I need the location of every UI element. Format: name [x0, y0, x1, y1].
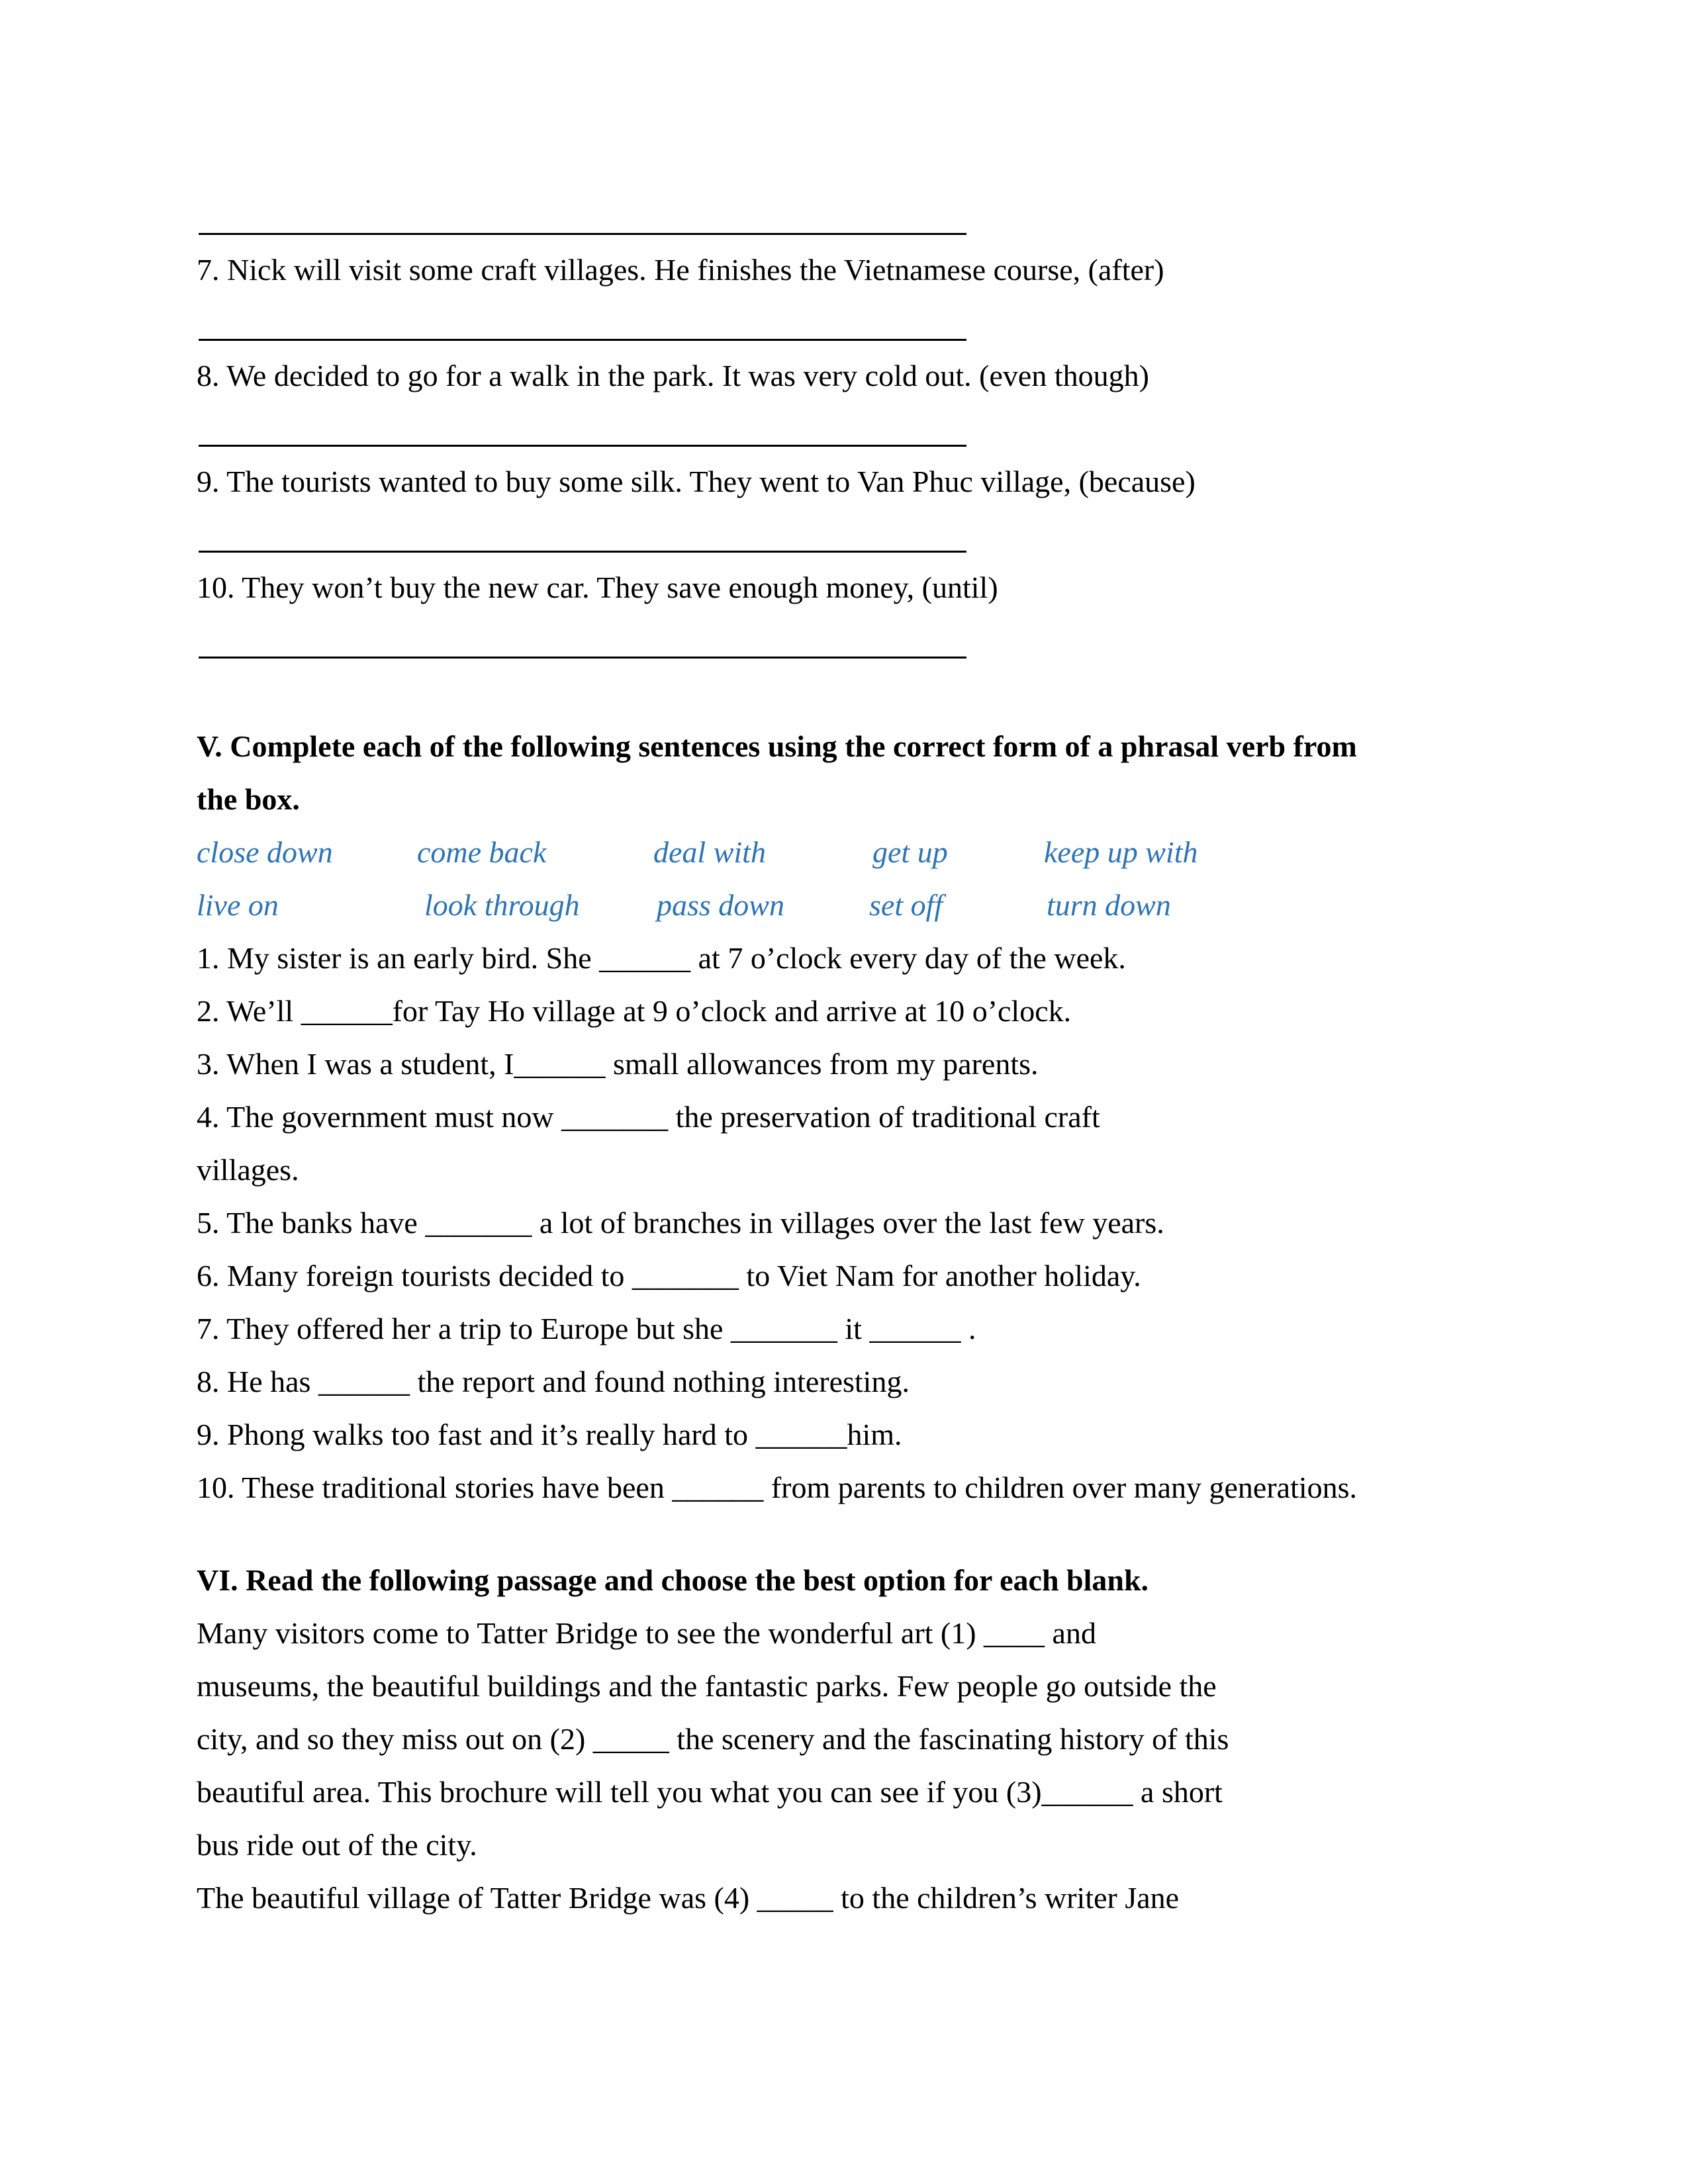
answer-line — [199, 233, 966, 235]
passage-line: bus ride out of the city. — [197, 1828, 477, 1862]
section-vi-heading: VI. Read the following passage and choose the best option for each blank. — [197, 1563, 1149, 1597]
word-live-on: live on — [197, 888, 279, 922]
rewrite-item-9: 9. The tourists wanted to buy some silk. They went to Van Phuc village, (because) — [197, 465, 1196, 498]
passage-line: The beautiful village of Tatter Bridge was (4) _____ to the children’s writer Jane — [197, 1881, 1180, 1915]
rewrite-item-10: 10. They won’t buy the new car. They save enough money, (until) — [197, 570, 998, 604]
exercise-item: 2. We’ll ______for Tay Ho village at 9 o’clock and arrive at 10 o’clock. — [197, 994, 1072, 1028]
word-deal-with: deal with — [653, 835, 766, 869]
exercise-item: 6. Many foreign tourists decided to _______ to Viet Nam for another holiday. — [197, 1259, 1141, 1293]
word-close-down: close down — [197, 835, 333, 869]
section-v-heading: V. Complete each of the following sentences using the correct form of a phrasal verb from — [197, 729, 1357, 763]
exercise-item: 3. When I was a student, I______ small allowances from my parents. — [197, 1047, 1039, 1081]
answer-line — [199, 551, 966, 553]
exercise-item: 8. He has ______ the report and found nothing interesting. — [197, 1365, 910, 1398]
rewrite-item-8: 8. We decided to go for a walk in the park. It was very cold out. (even though) — [197, 359, 1149, 392]
word-set-off: set off — [869, 888, 943, 922]
answer-line — [199, 657, 966, 659]
exercise-item: 9. Phong walks too fast and it’s really hard to ______him. — [197, 1418, 902, 1451]
passage-line: city, and so they miss out on (2) _____ the scenery and the fascinating history of this — [197, 1722, 1229, 1756]
word-come-back: come back — [417, 835, 547, 869]
answer-line — [199, 445, 966, 447]
passage-line: Many visitors come to Tatter Bridge to see the wonderful art (1) ____ and — [197, 1616, 1096, 1650]
word-turn-down: turn down — [1047, 888, 1171, 922]
word-get-up: get up — [872, 835, 948, 869]
rewrite-item-7: 7. Nick will visit some craft villages. He finishes the Vietnamese course, (after) — [197, 253, 1164, 287]
word-look-through: look through — [424, 888, 580, 922]
exercise-item: 4. The government must now _______ the preservation of traditional craft — [197, 1100, 1100, 1134]
exercise-item: 1. My sister is an early bird. She ______ at 7 o’clock every day of the week. — [197, 941, 1126, 975]
passage-line: museums, the beautiful buildings and the fantastic parks. Few people go outside the — [197, 1669, 1217, 1703]
word-pass-down: pass down — [657, 888, 784, 922]
word-keep-up-with: keep up with — [1044, 835, 1198, 869]
exercise-item-cont: villages. — [197, 1153, 299, 1187]
answer-line — [199, 339, 966, 341]
exercise-item: 10. These traditional stories have been ______ from parents to children over many generations. — [197, 1471, 1358, 1504]
exercise-item: 5. The banks have _______ a lot of branches in villages over the last few years. — [197, 1206, 1164, 1240]
passage-line: beautiful area. This brochure will tell you what you can see if you (3)______ a short — [197, 1775, 1223, 1809]
exercise-item: 7. They offered her a trip to Europe but she _______ it ______ . — [197, 1312, 976, 1345]
section-v-heading-cont: the box. — [197, 782, 300, 816]
